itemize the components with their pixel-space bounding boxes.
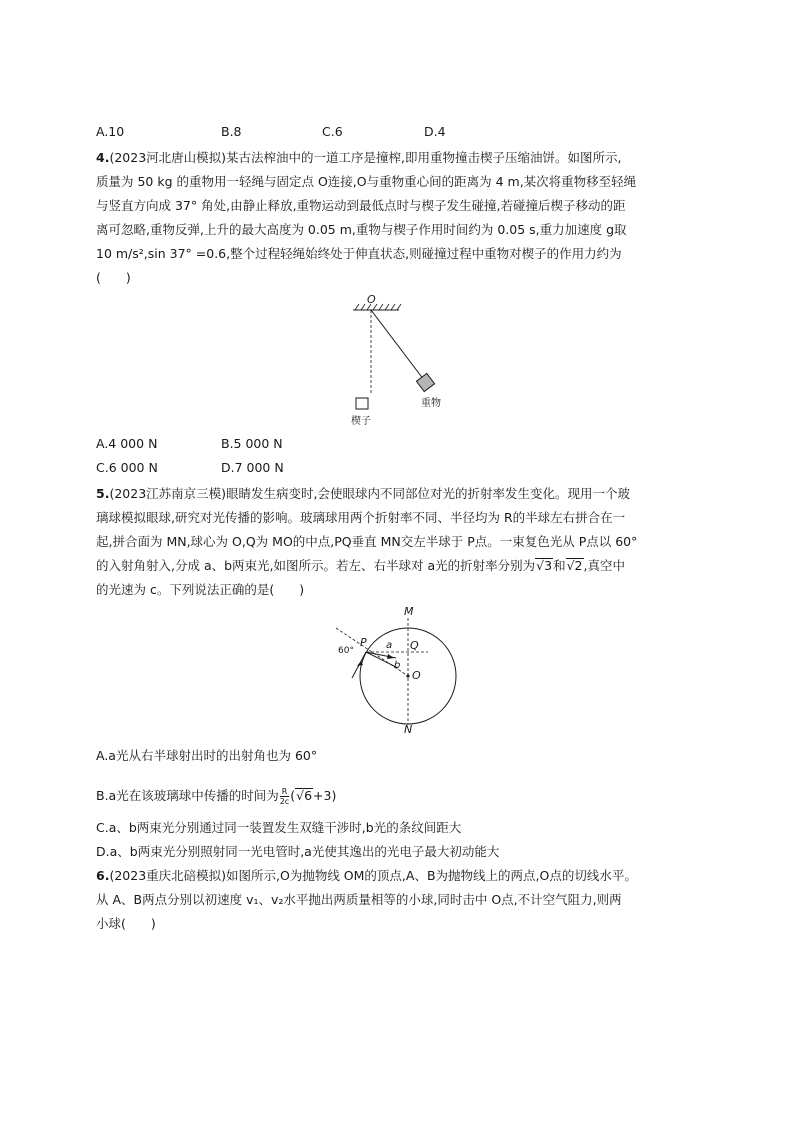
fraction-denominator: 2c (279, 797, 290, 806)
label-q: Q (410, 639, 419, 652)
sqrt-2: √2 (566, 558, 583, 573)
q4-figure-pendulum (335, 288, 475, 428)
label-o: O (412, 669, 421, 682)
q5-text-4: 的入射角射入,分成 a、b两束光,如图所示。若左、右半球对 a光的折射率分别为 (96, 558, 536, 573)
q5-option-b-tail: +3) (313, 788, 337, 803)
sqrt-6-radicand: 6 (304, 788, 313, 803)
wedge-block (356, 398, 368, 409)
label-a: a (386, 640, 393, 651)
q6-text-1: (2023重庆北碚模拟)如图所示,O为抛物线 OM的顶点,A、B为抛物线上的两点,O点的切线水平。 (109, 868, 637, 883)
q5-line-4 (96, 556, 625, 576)
q4-option-b: B.5 000 N (221, 436, 283, 451)
q5-option-a: A.a光从右半球射出时的出射角也为 60° (96, 748, 318, 763)
q3-option-c: C.6 (322, 124, 343, 139)
label-p: P (360, 636, 367, 649)
q5-line-2: 璃球模拟眼球,研究对光传播的影响。玻璃球用两个折射率不同、半径均为 R的半球左右拼合在一 (96, 510, 626, 525)
q5-text-1: (2023江苏南京三模)眼睛发生病变时,会使眼球内不同部位对光的折射率发生变化。现用一个玻 (109, 486, 630, 501)
q4-line-3: 与竖直方向成 37° 角处,由静止释放,重物运动到最低点时与楔子发生碰撞,若碰撞后楔子移动的距 (96, 198, 626, 213)
q4-text-1: (2023河北唐山模拟)某古法榨油中的一道工序是撞榨,即用重物撞击楔子压缩油饼。如图所示, (109, 150, 622, 165)
label-m: M (404, 605, 414, 618)
q6-line-3: 小球( ) (96, 916, 156, 931)
pivot-label-o: O (367, 293, 376, 306)
weight-block (416, 373, 434, 391)
wedge-label: 楔子 (351, 416, 371, 427)
q5-option-d: D.a、b两束光分别照射同一光电管时,a光使其逸出的光电子最大初动能大 (96, 844, 500, 859)
label-angle: 60° (338, 646, 354, 656)
q3-option-a: A.10 (96, 124, 125, 139)
q5-line-5: 的光速为 c。下列说法正确的是( ) (96, 582, 305, 597)
q5-option-b: B.a光在该玻璃球中传播的时间为 $\frac{R}{2c}$ (√6+3) (96, 787, 337, 806)
q6-line-2: 从 A、B两点分别以初速度 v₁、v₂水平抛出两质量相等的小球,同时击中 O点,不计空气阻力,则两 (96, 892, 622, 907)
label-b: b (394, 660, 401, 671)
ray-a-arrowhead (387, 654, 394, 659)
q4-line-4: 离可忽略,重物反弹,上升的最大高度为 0.05 m,重物与楔子作用时间约为 0.05 s,重力加速度 g取 (96, 222, 627, 237)
sqrt-6: √6 (296, 788, 313, 803)
q4-line-5: 10 m/s²,sin 37° =0.6,整个过程轻绳始终处于伸直状态,则碰撞过程中重物对楔子的作用力约为 (96, 246, 622, 261)
rope (371, 310, 424, 380)
q5-text-4-end: ,真空中 (583, 558, 625, 573)
q3-option-b: B.8 (221, 124, 242, 139)
label-n: N (404, 723, 413, 734)
q5-and: 和 (553, 558, 566, 573)
point-o (406, 674, 409, 677)
fraction-numerator: R (281, 787, 288, 796)
q4-option-d: D.7 000 N (221, 460, 284, 475)
q4-option-c: C.6 000 N (96, 460, 158, 475)
q5-number: 5. (96, 486, 110, 501)
q4-option-a: A.4 000 N (96, 436, 158, 451)
q6-number: 6. (96, 868, 110, 883)
q4-line-1 (96, 148, 621, 168)
q4-line-2: 质量为 50 kg 的重物用一轻绳与固定点 O连接,O与重物重心间的距离为 4 m,某次将重物移至轻绳 (96, 174, 637, 189)
q3-option-d: D.4 (424, 124, 446, 139)
q5-line-1 (96, 484, 630, 504)
q5-line-3: 起,拼合面为 MN,球心为 O,Q为 MO的中点,PQ垂直 MN交左半球于 P点。一束复色光从 P点以 60° (96, 534, 638, 549)
q6-line-1 (96, 866, 637, 886)
q5-option-b-text: B.a光在该玻璃球中传播的时间为 (96, 788, 279, 803)
sqrt-3: √3 (536, 558, 553, 573)
q5-option-c: C.a、b两束光分别通过同一装置发生双缝干涉时,b光的条纹间距大 (96, 820, 462, 835)
ceiling-hatch (355, 304, 401, 310)
q4-number: 4. (96, 150, 110, 165)
weight-label: 重物 (421, 398, 441, 409)
q4-line-6: ( ) (96, 270, 131, 285)
q5-figure-glass-sphere (332, 604, 472, 734)
fraction-r-over-2c (280, 787, 290, 806)
